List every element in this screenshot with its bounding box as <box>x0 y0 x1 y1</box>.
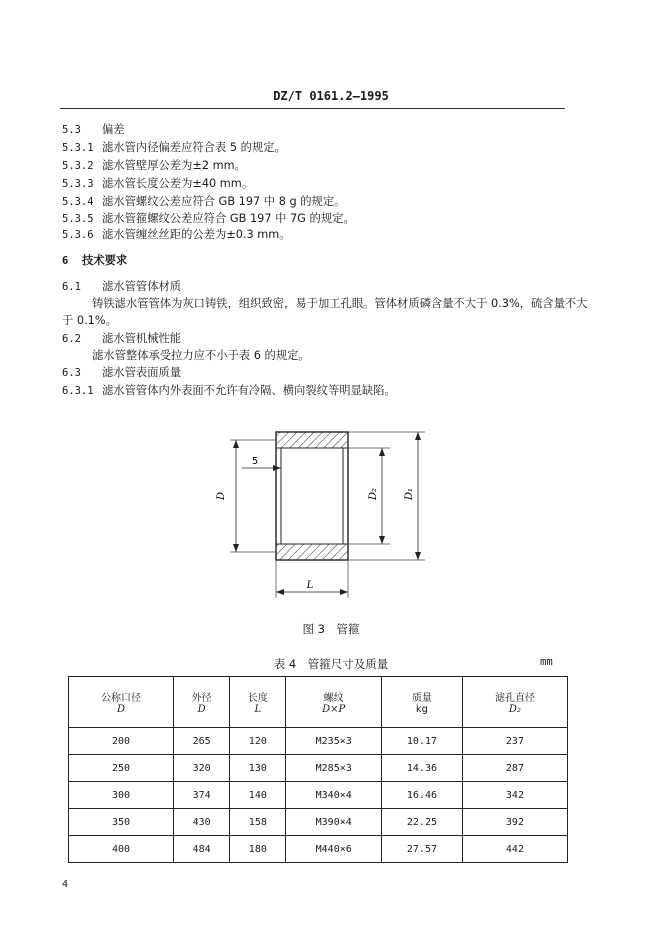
clause-title: 滤水管机械性能 <box>102 332 182 345</box>
clause-5-3-3 <box>62 177 253 191</box>
clause-text: 滤水管内径偏差应符合表 5 的规定。 <box>102 141 286 154</box>
table-row <box>69 836 568 863</box>
table-cell: 392 <box>462 809 567 836</box>
table-cell: 350 <box>69 809 174 836</box>
table-cell: 27.57 <box>382 836 463 863</box>
clause-text: 滤水管管体内外表面不允许有冷隔、横向裂纹等明显缺陷。 <box>102 384 396 397</box>
section-5-3-heading <box>62 123 125 137</box>
clause-number: 5.3.4 <box>62 196 94 208</box>
coupling-spec-table <box>68 676 568 863</box>
table-cell: M285×3 <box>286 755 382 782</box>
section-title: 偏差 <box>102 123 125 136</box>
table-cell: 130 <box>230 755 286 782</box>
table-header-row <box>69 677 568 728</box>
table-cell: 484 <box>174 836 230 863</box>
label-L: L <box>306 580 314 591</box>
label-D: D <box>216 491 227 500</box>
col-header-thread: 螺纹 D×P <box>286 677 382 728</box>
clause-number: 6.3 <box>62 367 81 379</box>
table-cell: 250 <box>69 755 174 782</box>
clause-number: 6.1 <box>62 281 81 293</box>
clause-title: 滤水管管体材质 <box>102 280 182 293</box>
top-wall-hatch <box>276 432 348 448</box>
section-6-heading <box>62 254 127 268</box>
table-cell: M390×4 <box>286 809 382 836</box>
label-5: 5 <box>252 456 259 467</box>
table-cell: 237 <box>462 728 567 755</box>
clause-number: 5.3.3 <box>62 178 94 190</box>
table-cell: 158 <box>230 809 286 836</box>
clause-6-1 <box>62 280 181 294</box>
table-row <box>69 809 568 836</box>
section-number: 6 <box>62 255 69 267</box>
table-cell: 16.46 <box>382 782 463 809</box>
table-cell: M440×6 <box>286 836 382 863</box>
table-cell: 180 <box>230 836 286 863</box>
table-cell: 442 <box>462 836 567 863</box>
label-D2: D₂ <box>368 487 379 500</box>
table-cell: 265 <box>174 728 230 755</box>
table-cell: M235×3 <box>286 728 382 755</box>
section-number: 5.3 <box>62 124 81 136</box>
table-row <box>69 728 568 755</box>
clause-5-3-4 <box>62 195 345 209</box>
table-cell: 120 <box>230 728 286 755</box>
clause-text: 滤水管壁厚公差为±2 mm。 <box>102 159 246 172</box>
col-header-hole-diameter: 滤孔直径 D₂ <box>462 677 567 728</box>
clause-title: 滤水管表面质量 <box>102 366 182 379</box>
clause-6-3 <box>62 366 181 380</box>
table-cell: 300 <box>69 782 174 809</box>
paragraph-6-1-line-1: 铸铁滤水管管体为灰口铸铁，组织致密，易于加工孔眼。管体材质磷含量不大于 0.3%，硫含量不大 <box>92 297 588 310</box>
clause-6-2 <box>62 332 181 346</box>
clause-number: 6.3.1 <box>62 385 94 397</box>
figure-caption: 图 3 管箍 <box>302 622 360 636</box>
clause-5-3-5 <box>62 212 355 226</box>
table-cell: 10.17 <box>382 728 463 755</box>
table-caption: 表 4 管箍尺寸及质量 <box>273 657 389 671</box>
table-cell: 140 <box>230 782 286 809</box>
clause-number: 6.2 <box>62 333 81 345</box>
table-unit: mm <box>540 656 553 668</box>
clause-text: 滤水管螺纹公差应符合 GB 197 中 8 g 的规定。 <box>102 195 346 208</box>
clause-5-3-6 <box>62 228 291 242</box>
table-cell: 400 <box>69 836 174 863</box>
clause-text: 滤水管长度公差为±40 mm。 <box>102 177 254 190</box>
clause-text: 滤水管箍螺纹公差应符合 GB 197 中 7G 的规定。 <box>102 212 355 225</box>
table-cell: 374 <box>174 782 230 809</box>
clause-6-3-1 <box>62 384 396 398</box>
col-header-outer-diameter: 外径 D <box>174 677 230 728</box>
table-cell: M340×4 <box>286 782 382 809</box>
page-number: 4 <box>62 879 69 890</box>
table-cell: 430 <box>174 809 230 836</box>
table-cell: 320 <box>174 755 230 782</box>
clause-number: 5.3.5 <box>62 213 94 225</box>
table-cell: 342 <box>462 782 567 809</box>
col-header-mass: 质量 kg <box>382 677 463 728</box>
clause-5-3-2 <box>62 159 246 173</box>
table-cell: 287 <box>462 755 567 782</box>
header-rule <box>60 108 565 109</box>
paragraph-6-1-line-2: 于 0.1%。 <box>62 314 117 327</box>
table-cell: 14.36 <box>382 755 463 782</box>
pipe-coupling-drawing <box>190 420 450 615</box>
table-row <box>69 782 568 809</box>
standard-number-header: DZ/T 0161.2—1995 <box>273 89 389 103</box>
coupling-outline <box>276 432 348 560</box>
col-header-nominal: 公称口径 D <box>69 677 174 728</box>
paragraph-6-2: 滤水管整体承受拉力应不小于表 6 的规定。 <box>92 349 310 362</box>
clause-text: 滤水管缠丝丝距的公差为±0.3 mm。 <box>102 228 291 241</box>
table-cell: 22.25 <box>382 809 463 836</box>
clause-number: 5.3.6 <box>62 229 94 241</box>
clause-number: 5.3.1 <box>62 142 94 154</box>
table-cell: 200 <box>69 728 174 755</box>
label-D1: D₁ <box>404 487 415 500</box>
section-title: 技术要求 <box>82 254 128 267</box>
bottom-wall-hatch <box>276 544 348 560</box>
clause-number: 5.3.2 <box>62 160 94 172</box>
table-row <box>69 755 568 782</box>
col-header-length: 长度 L <box>230 677 286 728</box>
clause-5-3-1 <box>62 141 286 155</box>
